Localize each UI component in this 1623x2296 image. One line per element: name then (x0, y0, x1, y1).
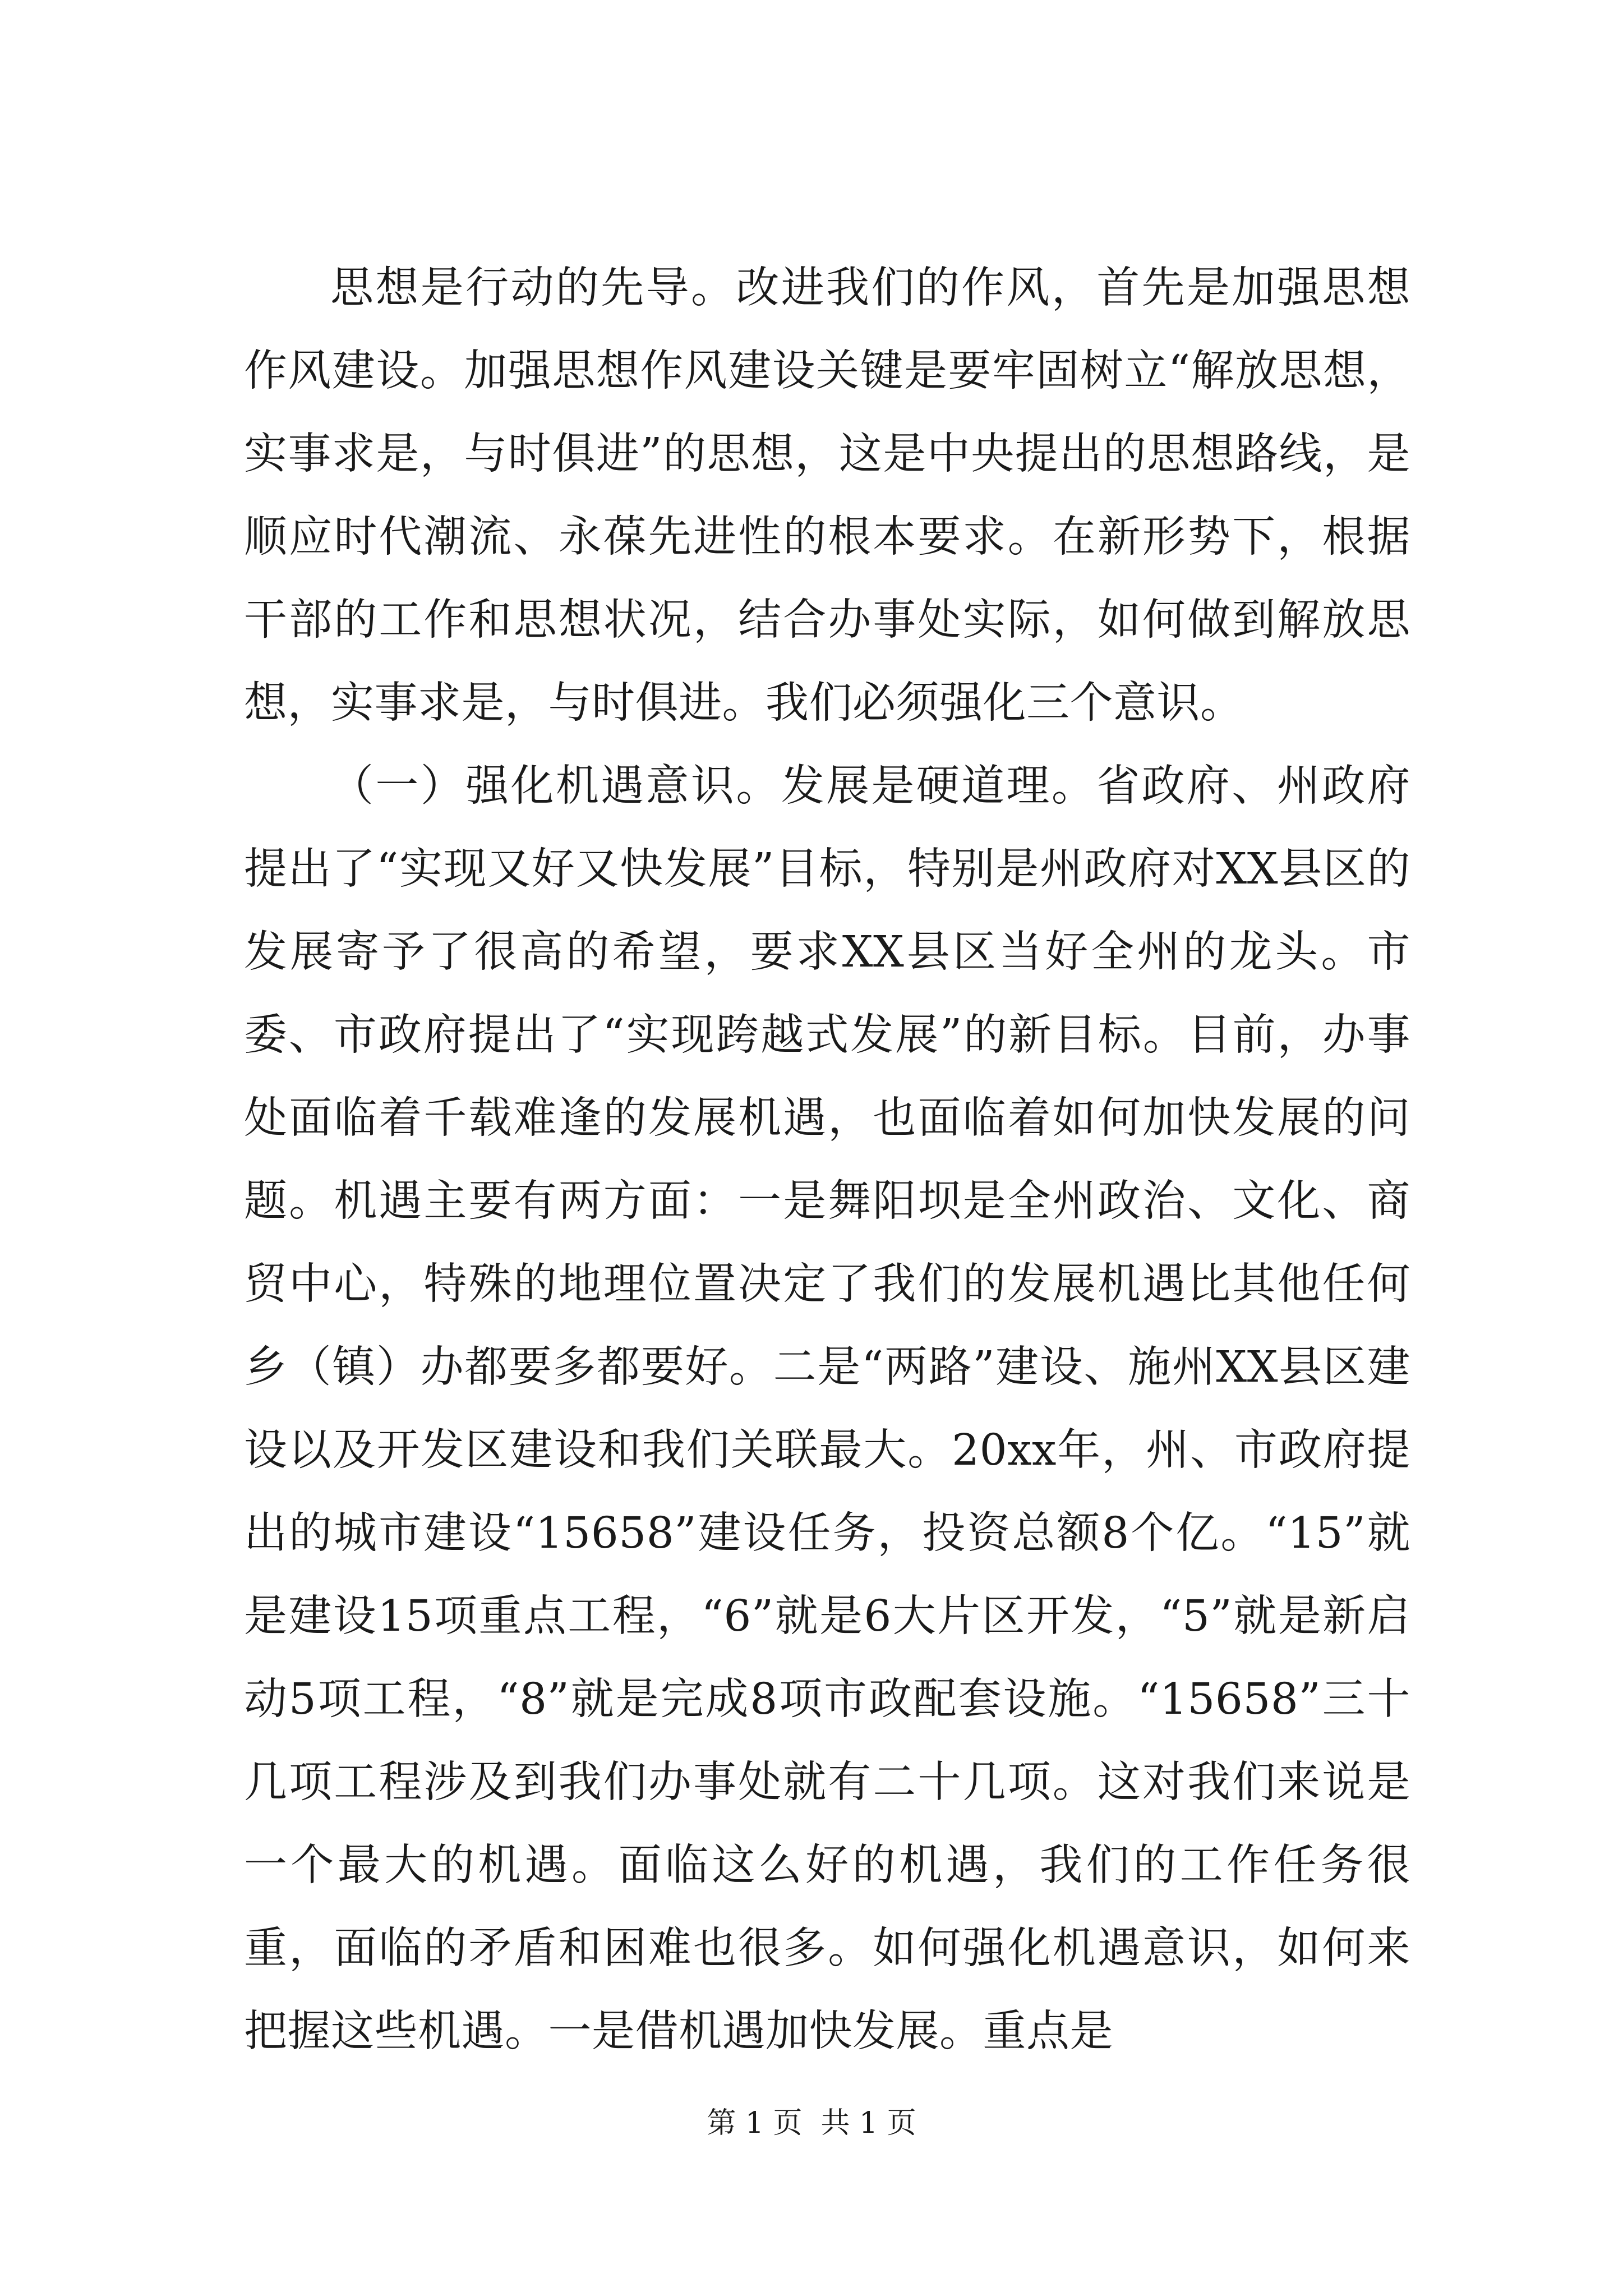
page-footer (0, 2101, 1623, 2146)
paragraph-1: 思想是行动的先导。改进我们的作风，首先是加强思想作风建设。加强思想作风建设关键是要牢固树立“解放思想，实事求是，与时俱进”的思想，这是中央提出的思想路线，是顺应时代潮流、永葆先进性的根本要求。在新形势下，根据干部的工作和思想状况，结合办事处实际，如何做到解放思想，实事求是，与时俱进。我们必须强化三个意识。 (244, 263, 1410, 728)
body-text (244, 247, 1410, 2073)
paragraph-2: （一）强化机遇意识。发展是硬道理。省政府、州政府提出了“实现又好又快发展”目标，特别是州政府对XX县区的发展寄予了很高的希望，要求XX县区当好全州的龙头。市委、市政府提出了“实现跨越式发展”的新目标。目前，办事处面临着千载难逢的发展机遇，也面临着如何加快发展的问题。机遇主要有两方面：一是舞阳坝是全州政治、文化、商贸中心，特殊的地理位置决定了我们的发展机遇比其他任何乡（镇）办都要多都要好。二是“两路”建设、施州XX县区建设以及开发区建设和我们关联最大。20xx年，州、市政府提出的城市建设“15658”建设任务，投资总额8个亿。“15”就是建设15项重点工程，“6”就是6大片区开发，“5”就是新启动5项工程，“8”就是完成8项市政配套设施。“15658”三十几项工程涉及到我们办事处就有二十几项。这对我们来说是一个最大的机遇。面临这么好的机遇，我们的工作任务很重，面临的矛盾和困难也很多。如何强化机遇意识，如何来把握这些机遇。一是借机遇加快发展。重点是 (244, 761, 1410, 2056)
page-number-label: 第 1 页 共 1 页 (707, 2106, 916, 2140)
